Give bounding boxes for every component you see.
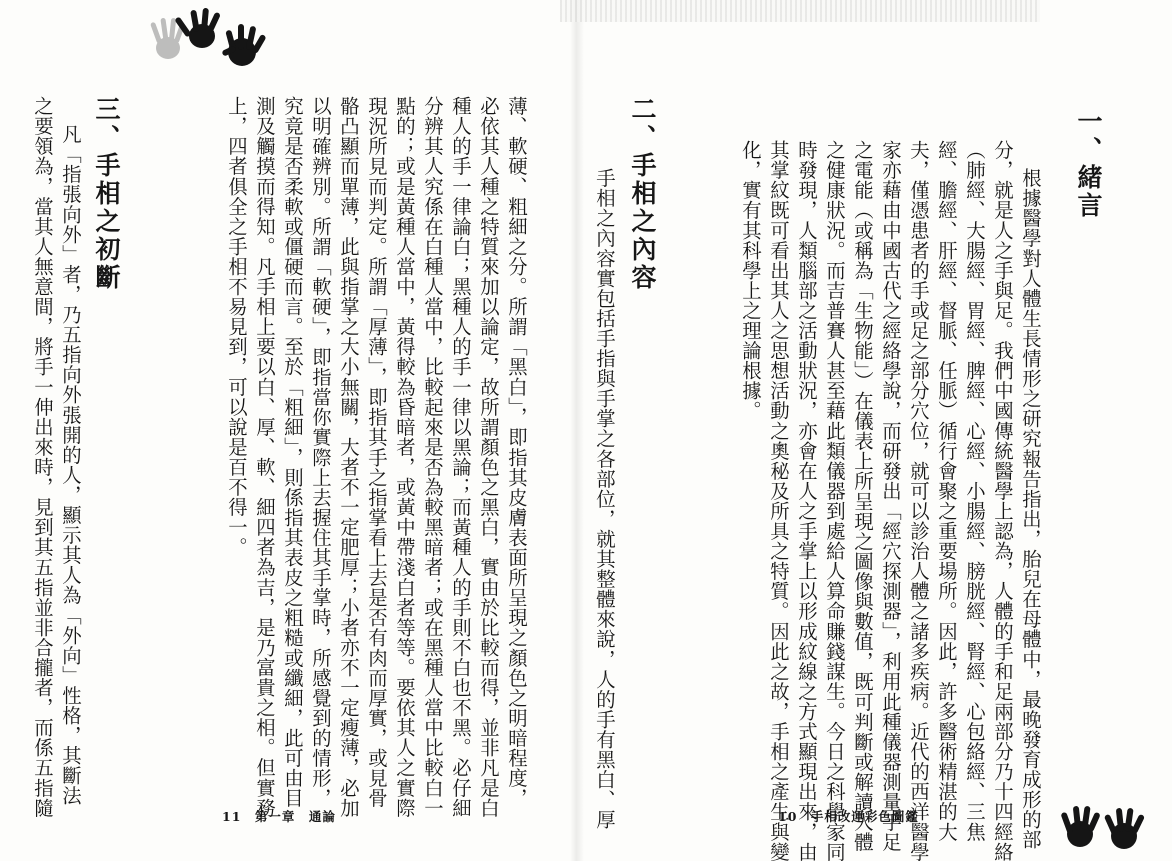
initial-reading-text — [22, 96, 84, 818]
section-heading-contents: 二、手相之內容 — [628, 96, 657, 292]
handprint-icon — [142, 8, 284, 74]
section-heading-initial-reading: 三、手相之初斷 — [92, 96, 121, 292]
text-line: 之電能（或稱為「生物能」）在儀表上所呈現之圖像與數值，既可判斷或解讀人體 — [851, 140, 874, 853]
section-heading-introduction: 一、緒言 — [1074, 108, 1103, 220]
text-line: 分，就是人之手與足。我們中國傳統醫學上認為，人體的手和足兩部分乃十四經絡 — [991, 140, 1014, 862]
text-line: 之健康狀況。而吉普賽人甚至藉此類儀器到處給人算命賺錢謀生。今日之科學家同 — [823, 140, 846, 862]
text-line: 之要領為，當其人無意間，將手一伸出來時，見到其五指並非合攏者，而係五指隨 — [31, 96, 54, 818]
text-line: 凡「指張向外」者，乃五指向外張開的人，顯示其人為「外向」性格，其斷法 — [59, 124, 82, 806]
contents-text — [586, 140, 618, 830]
text-line: 測及觸摸而得知。凡手相上要以白、厚、軟、細四者為吉，是乃富貴之相。但實務 — [253, 96, 276, 818]
text-line: 其掌紋既可看出其人之思想活動之奧秘及所具之特質。因此之故，手相之產生與變 — [767, 140, 790, 862]
text-line: 種人的手一律論白；黑種人的手一律以黑論；而黃種人的手則不白也不黑。必仔細 — [449, 96, 472, 818]
text-line: 究竟是否柔軟或僵硬而言。至於「粗細」，則係指其表皮之粗糙或纖細，此可由目 — [281, 96, 304, 809]
text-line: 手相之內容實包括手指與手掌之各部位，就其整體來說，人的手有黑白、厚 — [593, 168, 616, 830]
text-line: 必依其人種之特質來加以論定，故所謂顏色之黑白，實由於比較而得，並非凡是白 — [477, 96, 500, 818]
text-line: （肺經、大腸經、胃經、脾經、心經、小腸經、膀胱經、腎經、心包絡經、三焦 — [963, 140, 986, 842]
text-line: 經、膽經、肝經、督脈、任脈）循行會聚之重要場所。因此，許多醫術精湛的大 — [935, 140, 958, 842]
handprint-icon — [1050, 798, 1156, 856]
page-folio-right: 10 手相改運彩色圖鑑 — [778, 809, 919, 824]
page-gutter — [570, 0, 584, 861]
text-line: 夫，僅憑患者的手或足之部分穴位，就可以診治人體之諸多疾病。近代的西洋醫學 — [907, 140, 930, 862]
text-line: 現況所見而判定。所謂「厚薄」，即指其手之指掌看上去是否有肉而厚實，或見骨 — [365, 96, 388, 809]
text-line: 家亦藉由中國古代之經絡學說，而研發出「經穴探測器」，利用此種儀器測量手足 — [879, 140, 902, 853]
text-line: 化，實有其科學上之理論根據。 — [739, 140, 762, 421]
text-line: 以明確辨別。所謂「軟硬」，即指當你實際上去握住其手掌時，所感覺到的情形， — [309, 96, 332, 809]
text-line: 骼凸顯而單薄，此與指掌之大小無關，大者不一定肥厚；小者亦不一定瘦薄，必加 — [337, 96, 360, 818]
text-line: 時發現，人類腦部之活動狀況，亦會在人之手掌上以形成紋線之方式顯現出來，由 — [795, 140, 818, 862]
text-line: 上，四者俱全之手相不易見到，可以說是百不得一。 — [225, 96, 248, 558]
page-folio-left: 11 第一章 通論 — [222, 809, 336, 824]
text-line: 根據醫學對人體生長情形之研究報告指出，胎兒在母體中，最晚發育成形的部 — [1019, 168, 1042, 850]
text-line: 薄、軟硬、粗細之分。所謂「黑白」，即指其皮膚表面所呈現之顏色之明暗程度， — [505, 96, 528, 809]
text-line: 點的；或是黃種人當中，黃得較為昏暗者，或黃中帶淺白者等等。要依其人之實際 — [393, 96, 416, 818]
text-line: 分辨其人究係在白種人當中，比較起來是否為較黑暗者；或在黑種人當中比較白一 — [421, 96, 444, 818]
scan-edge-texture — [560, 0, 1040, 22]
